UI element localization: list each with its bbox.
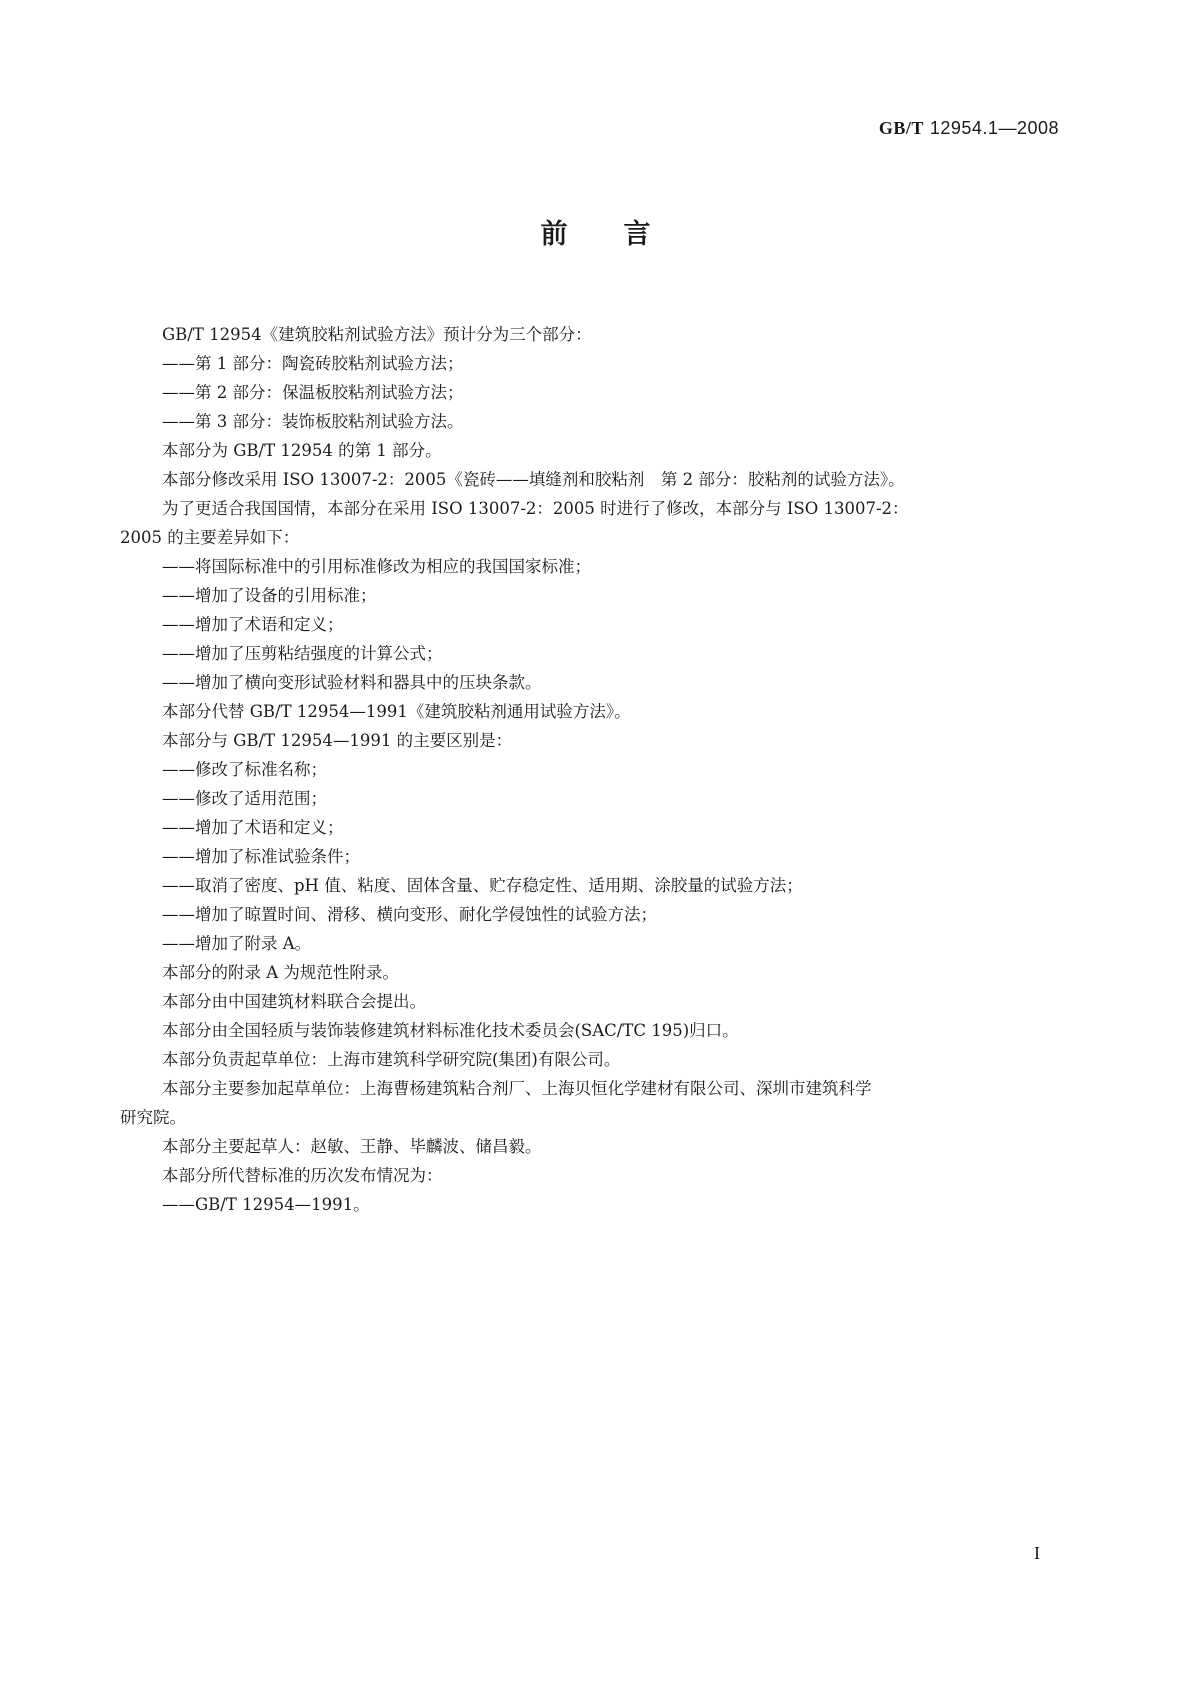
paragraph: 本部分由全国轻质与装饰装修建筑材料标准化技术委员会(SAC/TC 195)归口。 (162, 1021, 739, 1040)
list-item: ——增加了术语和定义； (162, 615, 344, 634)
paragraph-continuation: 研究院。 (120, 1108, 186, 1127)
list-item: ——GB/T 12954—1991。 (162, 1195, 370, 1214)
standard-prefix: GB/T (878, 118, 924, 138)
list-item: ——修改了适用范围； (162, 789, 327, 808)
paragraph: 本部分修改采用 ISO 13007-2：2005《瓷砖——填缝剂和胶粘剂 第 2 部分：胶粘剂的试验方法》。 (162, 470, 905, 489)
list-item: ——增加了压剪粘结强度的计算公式； (162, 644, 443, 663)
paragraph: 本部分主要参加起草单位：上海曹杨建筑粘合剂厂、上海贝恒化学建材有限公司、深圳市建筑科学 (162, 1079, 872, 1098)
paragraph: 本部分由中国建筑材料联合会提出。 (162, 992, 426, 1011)
list-item: ——修改了标准名称； (162, 760, 327, 779)
list-item: ——增加了横向变形试验材料和器具中的压块条款。 (162, 673, 542, 692)
paragraph: GB/T 12954《建筑胶粘剂试验方法》预计分为三个部分： (162, 325, 592, 344)
standard-number: 12954.1—2008 (929, 118, 1059, 138)
foreword-body (120, 320, 1072, 1219)
paragraph: 本部分所代替标准的历次发布情况为： (162, 1166, 443, 1185)
paragraph: 本部分负责起草单位：上海市建筑科学研究院(集团)有限公司。 (162, 1050, 621, 1069)
list-item: ——将国际标准中的引用标准修改为相应的我国国家标准； (162, 557, 591, 576)
list-item: ——增加了附录 A。 (162, 934, 312, 953)
list-item: ——增加了标准试验条件； (162, 847, 360, 866)
paragraph: 本部分代替 GB/T 12954—1991《建筑胶粘剂通用试验方法》。 (162, 702, 631, 721)
paragraph: 为了更适合我国国情，本部分在采用 ISO 13007-2：2005 时进行了修改，本部分与 ISO 13007-2： (162, 499, 909, 518)
list-item: ——取消了密度、pH 值、粘度、固体含量、贮存稳定性、适用期、涂胶量的试验方法； (162, 876, 803, 895)
list-item: ——第 3 部分：装饰板胶粘剂试验方法。 (162, 412, 464, 431)
paragraph: 本部分主要起草人：赵敏、王静、毕麟波、储昌毅。 (162, 1137, 542, 1156)
standard-identifier (879, 118, 1059, 139)
list-item: ——第 1 部分：陶瓷砖胶粘剂试验方法； (162, 354, 464, 373)
list-item: ——增加了术语和定义； (162, 818, 344, 837)
paragraph-continuation: 2005 的主要差异如下： (120, 528, 300, 547)
paragraph: 本部分为 GB/T 12954 的第 1 部分。 (162, 441, 442, 460)
page-title: 前言 (540, 219, 707, 250)
list-item: ——增加了晾置时间、滑移、横向变形、耐化学侵蚀性的试验方法； (162, 905, 657, 924)
paragraph: 本部分的附录 A 为规范性附录。 (162, 963, 399, 982)
paragraph: 本部分与 GB/T 12954—1991 的主要区别是： (162, 731, 513, 750)
page-number: I (1034, 1543, 1040, 1563)
list-item: ——第 2 部分：保温板胶粘剂试验方法； (162, 383, 464, 402)
list-item: ——增加了设备的引用标准； (162, 586, 377, 605)
